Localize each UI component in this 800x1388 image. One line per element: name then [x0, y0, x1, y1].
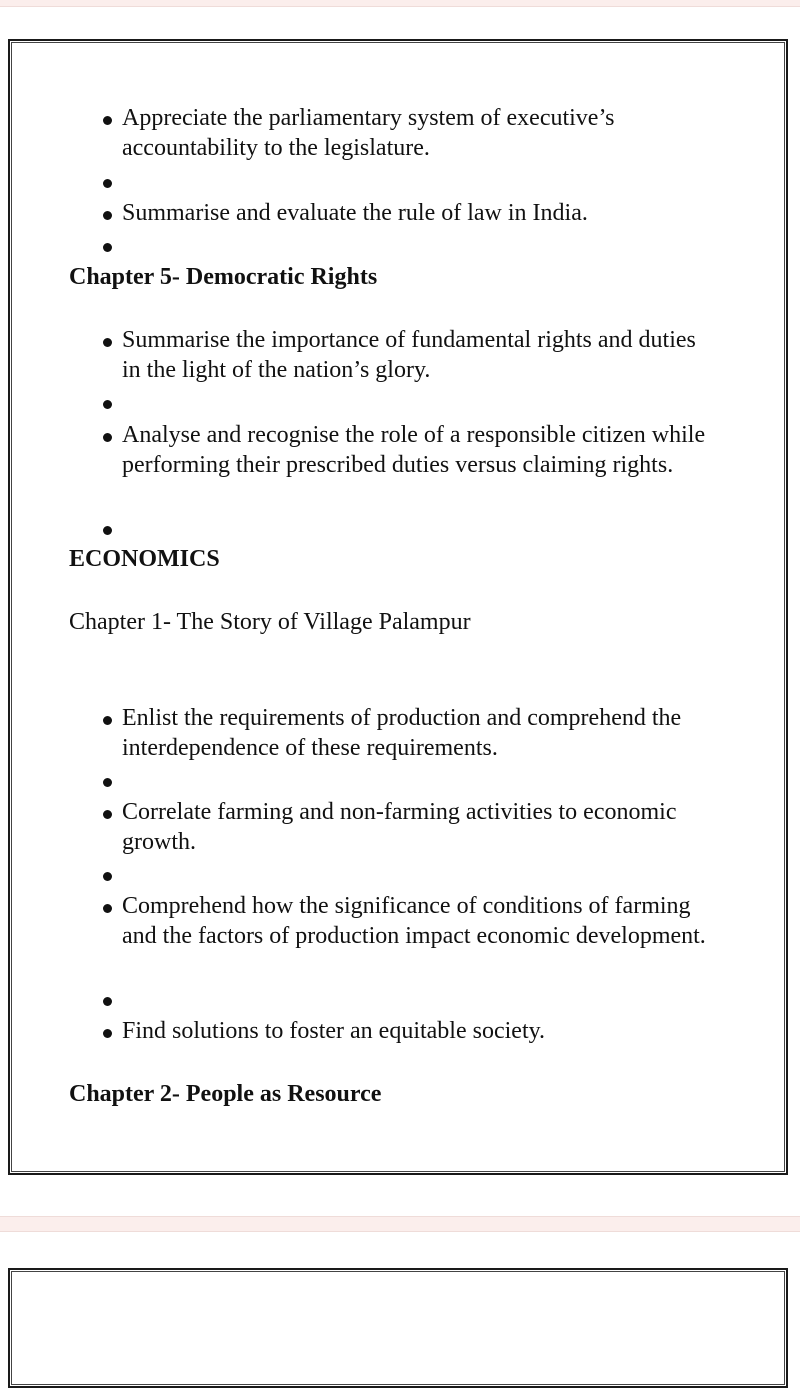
list-item: Comprehend how the significance of conditions of farming and the factors of production impact economic development.	[98, 891, 718, 951]
list-item: Correlate farming and non-farming activities to economic growth.	[98, 797, 718, 857]
section-heading: ECONOMICS	[69, 546, 220, 572]
chapter-title: Chapter 1- The Story of Village Palampur	[69, 609, 471, 635]
next-document-page	[8, 1268, 788, 1388]
list-item: Analyse and recognise the role of a responsible citizen while performing their prescribed duties versus claiming rights.	[98, 420, 718, 480]
document-page	[8, 39, 788, 1175]
list-item: Appreciate the parliamentary system of executive’s accountability to the legislature.	[98, 103, 718, 163]
chapter-heading: Chapter 5- Democratic Rights	[69, 264, 378, 290]
empty-list-item	[98, 513, 718, 543]
empty-list-item	[98, 859, 718, 889]
empty-list-item	[98, 230, 718, 260]
page-separator	[0, 1216, 800, 1232]
empty-list-item	[98, 387, 718, 417]
list-item: Find solutions to foster an equitable society.	[98, 1016, 718, 1046]
list-item: Summarise the importance of fundamental rights and duties in the light of the nation’s glory.	[98, 325, 718, 385]
empty-list-item	[98, 984, 718, 1014]
chapter-heading: Chapter 2- People as Resource	[69, 1081, 382, 1107]
list-item: Summarise and evaluate the rule of law in India.	[98, 198, 718, 228]
list-item: Enlist the requirements of production and comprehend the interdependence of these requirements.	[98, 703, 718, 763]
empty-list-item	[98, 765, 718, 795]
empty-list-item	[98, 166, 718, 196]
page-content	[10, 41, 786, 1173]
page-top-band	[0, 0, 800, 7]
